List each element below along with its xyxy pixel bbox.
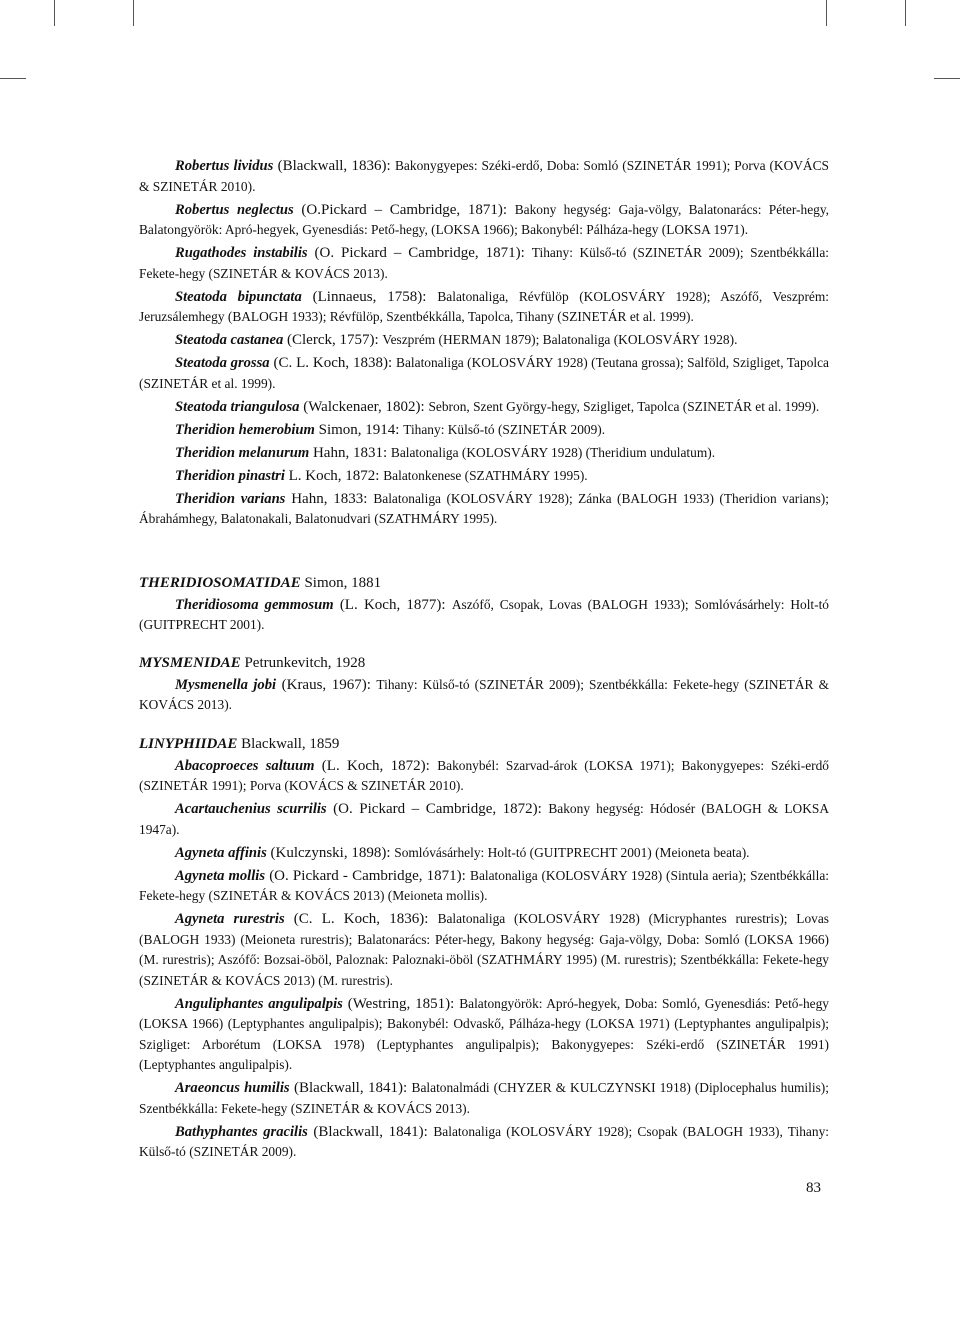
species-entry [139, 243, 829, 284]
species-name: Agyneta rurestris [175, 911, 285, 927]
species-name: Theridion pinastri [175, 467, 285, 484]
family-name: LINYPHIIDAE [139, 736, 238, 752]
species-author: (Blackwall, 1836): [273, 158, 395, 174]
species-name: Steatoda castanea [175, 332, 284, 348]
species-author: (O. Pickard – Cambridge, 1871): [307, 245, 532, 261]
locality-text: Bakonybél: Szarvad-árok (LOKSA 1971); Bakonygyepes: Széki-erdő (SZINETÁR 1991); Porva (KOVÁCS & SZINETÁR 2010). [139, 757, 830, 793]
species-name: Bathyphantes gracilis [175, 1123, 308, 1140]
species-author: Hahn, 1833: [285, 490, 374, 507]
species-name: Abacoproeces saltuum [175, 757, 315, 774]
species-entry [139, 675, 829, 716]
species-name: Robertus neglectus [175, 201, 294, 218]
species-entry [139, 489, 829, 530]
family-name: MYSMENIDAE [139, 655, 241, 671]
species-author: (Kraus, 1967): [276, 676, 377, 693]
crop-mark [934, 78, 960, 79]
species-name: Araeoncus humilis [175, 1080, 290, 1096]
crop-mark [0, 78, 26, 79]
family-author: Simon, 1881 [300, 575, 382, 591]
species-name: Agyneta affinis [175, 844, 267, 861]
locality-text: Balatongyörök: Apró-hegyek, Doba: Somló, Gyenesdiás: Pető-hegy (LOKSA 1966) (Leptyphantes angulipalpis); Bakonybél: Odvaskő, Pálháza-hegy (LOKSA 1971) (Leptyphantes angulipalpis); Szigliget: Arborétum (LOKSA 1978) (Leptyphantes angulipalpis); Bakonygyepes: Széki-erdő (SZINETÁR 1991) (Leptyphantes angulipalpis). [139, 995, 829, 1072]
locality-text: Balatonaliga (KOLOSVÁRY 1928); Zánka (BALOGH 1933) (Theridion varians); Ábrahámhegy, Balatonakali, Balatonudvari (SZATHMÁRY 1995). [139, 490, 829, 526]
species-entry [139, 443, 829, 464]
species-name: Mysmenella jobi [175, 676, 277, 693]
species-author: (Linnaeus, 1758): [301, 288, 438, 305]
locality-text: Tihany: Külső-tó (SZINETÁR 2009); Szentbékkálla: Fekete-hegy (SZINETÁR & KOVÁCS 2013). [139, 245, 829, 281]
section-block [139, 574, 829, 638]
species-name: Rugathodes instabilis [175, 245, 308, 261]
family-author: Blackwall, 1859 [237, 736, 340, 752]
species-author: Hahn, 1831: [309, 444, 391, 461]
species-entry [139, 1078, 829, 1119]
species-author: (L. Koch, 1872): [314, 757, 438, 774]
locality-text: Balatonaliga (KOLOSVÁRY 1928) (Sintula aeria); Szentbékkálla: Fekete-hegy (SZINETÁR & KOVÁCS 2013) (Meioneta mollis). [139, 867, 829, 903]
species-name: Acartauchenius scurrilis [175, 801, 327, 817]
species-entry [139, 397, 829, 418]
species-author: (Kulczynski, 1898): [266, 844, 395, 861]
species-author: (Clerck, 1757): [283, 332, 383, 348]
locality-text: Balatonaliga (KOLOSVÁRY 1928) (Theridium undulatum). [390, 444, 716, 460]
species-author: (O.Pickard – Cambridge, 1871): [293, 201, 515, 218]
locality-text: Veszprém (HERMAN 1879); Balatonaliga (KOLOSVÁRY 1928). [382, 332, 738, 347]
section-block [139, 156, 829, 532]
species-entry [139, 1122, 829, 1163]
crop-mark [905, 0, 906, 26]
locality-text: Tihany: Külső-tó (SZINETÁR 2009). [403, 421, 606, 437]
family-author: Petrunkevitch, 1928 [240, 655, 366, 671]
locality-text: Somlóvásárhely: Holt-tó (GUITPRECHT 2001) (Meioneta beata). [394, 844, 750, 860]
page-number: 83 [806, 1180, 821, 1196]
species-name: Anguliphantes angulipalpis [175, 995, 343, 1012]
family-name: THERIDIOSOMATIDAE [139, 575, 301, 591]
species-name: Theridion varians [175, 490, 286, 507]
locality-text: Aszófő, Csopak, Lovas (BALOGH 1933); Somlóvásárhely: Holt-tó (GUITPRECHT 2001). [139, 596, 830, 632]
locality-text: Balatonaliga (KOLOSVÁRY 1928) (Micryphantes rurestris); Lovas (BALOGH 1933) (Meioneta rurestris); Balatonarács: Péter-hegy, Bakony hegység: Gaja-völgy, Doba: Somló (LOKSA 1966) (M. rurestris); Aszófő: Bozsai-öböl, Paloznak: Paloznaki-öböl (SZATHMÁRY 1995) (M. rurestris); Szentbékkálla: Fekete-hegy (SZINETÁR & KOVÁCS 2013) (M. rurestris). [139, 911, 829, 988]
species-author: (O. Pickard - Cambridge, 1871): [265, 867, 471, 884]
species-author: (L. Koch, 1877): [333, 596, 452, 613]
locality-text: Balatonkenese (SZATHMÁRY 1995). [383, 467, 588, 483]
crop-mark [54, 0, 55, 26]
species-name: Theridiosoma gemmosum [175, 596, 334, 613]
species-author: (C. L. Koch, 1838): [269, 355, 397, 371]
locality-text: Balatonaliga, Révfülöp (KOLOSVÁRY 1928); Aszófő, Veszprém: Jeruzsálemhegy (BALOGH 1933); Révfülöp, Szentbékkálla, Tapolca, Tihany (SZINETÁR et al. 1999). [139, 288, 829, 324]
species-author: (C. L. Koch, 1836): [284, 911, 438, 927]
species-entry [139, 466, 829, 487]
species-entry [139, 909, 829, 991]
species-entry [139, 330, 829, 351]
species-author: (Blackwall, 1841): [289, 1080, 412, 1096]
species-entry [139, 287, 829, 328]
family-heading [139, 735, 829, 755]
family-heading [139, 654, 829, 674]
crop-mark [133, 0, 134, 26]
locality-text: Balatonaliga (KOLOSVÁRY 1928) (Teutana grossa); Salföld, Szigliget, Tapolca (SZINETÁR et al. 1999). [139, 355, 829, 391]
locality-text: Tihany: Külső-tó (SZINETÁR 2009); Szentbékkálla: Fekete-hegy (SZINETÁR & KOVÁCS 2013). [139, 676, 829, 712]
species-name: Steatoda grossa [175, 355, 270, 371]
species-entry [139, 799, 829, 840]
species-entry [139, 595, 829, 636]
species-entry [139, 756, 829, 797]
species-entry [139, 200, 829, 241]
species-name: Robertus lividus [175, 158, 274, 174]
species-author: (Blackwall, 1841): [307, 1123, 434, 1140]
locality-text: Balatonaliga (KOLOSVÁRY 1928); Csopak (BALOGH 1933), Tihany: Külső-tó (SZINETÁR 2009). [139, 1123, 829, 1159]
species-entry [139, 353, 829, 394]
species-author: (Walckenaer, 1802): [299, 398, 429, 415]
locality-text: Bakony hegység: Gaja-völgy, Balatonarács: Péter-hegy, Balatongyörök: Apró-hegyek, Gyenesdiás: Pető-hegy, (LOKSA 1966); Bakonybél: Pálháza-hegy (LOKSA 1971). [139, 201, 829, 237]
locality-text: Bakonygyepes: Széki-erdő, Doba: Somló (SZINETÁR 1991); Porva (KOVÁCS & SZINETÁR 2010). [139, 158, 829, 194]
species-author: (O. Pickard – Cambridge, 1872): [326, 801, 549, 817]
species-name: Theridion melanurum [175, 444, 310, 461]
species-entry [139, 156, 829, 197]
locality-text: Sebron, Szent György-hegy, Szigliget, Tapolca (SZINETÁR et al. 1999). [428, 398, 820, 414]
species-author: (Westring, 1851): [342, 995, 460, 1012]
species-entry [139, 866, 829, 907]
crop-mark [826, 0, 827, 26]
species-author: L. Koch, 1872: [284, 467, 384, 484]
species-name: Steatoda triangulosa [175, 398, 300, 415]
species-entry [139, 843, 829, 864]
species-author: Simon, 1914: [314, 421, 404, 438]
species-entry [139, 994, 829, 1076]
species-name: Agyneta mollis [175, 867, 266, 884]
locality-text: Bakony hegység: Hódosér (BALOGH & LOKSA 1947a). [139, 801, 829, 837]
section-block [139, 735, 829, 1165]
locality-text: Balatonalmádi (CHYZER & KULCZYNSKI 1918) (Diplocephalus humilis); Szentbékkálla: Fekete-hegy (SZINETÁR & KOVÁCS 2013). [139, 1080, 829, 1116]
family-heading [139, 574, 829, 594]
species-entry [139, 420, 829, 441]
section-block [139, 654, 829, 718]
species-name: Steatoda bipunctata [175, 288, 302, 305]
species-name: Theridion hemerobium [175, 421, 315, 438]
